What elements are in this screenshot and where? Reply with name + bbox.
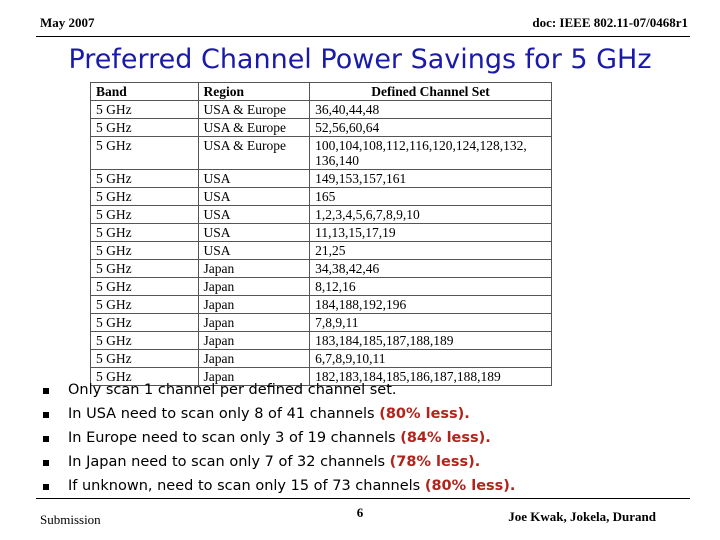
cell-channel-set: 6,7,8,9,10,11: [310, 350, 552, 368]
cell-region: USA: [198, 188, 310, 206]
cell-channel-set: 11,13,15,17,19: [310, 224, 552, 242]
bullet-list: [40, 378, 690, 498]
cell-region: USA & Europe: [198, 137, 310, 170]
cell-band: 5 GHz: [91, 137, 199, 170]
table-row: [91, 332, 552, 350]
bullet-highlight: (80% less).: [379, 406, 470, 422]
cell-band: 5 GHz: [91, 224, 199, 242]
bullet-item: [40, 450, 690, 474]
bullet-item: [40, 402, 690, 426]
bullet-item: [40, 378, 690, 402]
cell-band: 5 GHz: [91, 119, 199, 137]
column-header-channel-set: Defined Channel Set: [310, 83, 552, 101]
cell-channel-set: 36,40,44,48: [310, 101, 552, 119]
table-row: [91, 188, 552, 206]
table-row: [91, 206, 552, 224]
cell-channel-set: 182,183,184,185,186,187,188,189: [310, 368, 552, 386]
bullet-text: In USA need to scan only 8 of 41 channels: [68, 406, 380, 422]
bullet-text: In Japan need to scan only 7 of 32 channels: [68, 454, 390, 470]
cell-channel-set: 8,12,16: [310, 278, 552, 296]
header-date: May 2007: [40, 15, 95, 30]
cell-band: 5 GHz: [91, 206, 199, 224]
page-number: 6: [356, 505, 364, 520]
cell-region: USA & Europe: [198, 119, 310, 137]
square-bullet-icon: [43, 460, 49, 466]
channel-table: [90, 82, 552, 386]
footer-submission: Submission: [40, 512, 101, 527]
cell-band: 5 GHz: [91, 170, 199, 188]
square-bullet-icon: [43, 436, 49, 442]
bullet-item: [40, 474, 690, 498]
cell-region: Japan: [198, 278, 310, 296]
cell-channel-set: 21,25: [310, 242, 552, 260]
cell-region: USA: [198, 206, 310, 224]
cell-channel-set: 7,8,9,11: [310, 314, 552, 332]
cell-channel-set: 52,56,60,64: [310, 119, 552, 137]
footer-authors: Joe Kwak, Jokela, Durand: [508, 509, 656, 524]
table-row: [91, 119, 552, 137]
cell-band: 5 GHz: [91, 296, 199, 314]
slide-title: Preferred Channel Power Savings for 5 GHz: [68, 44, 652, 75]
footer-rule: [36, 498, 690, 499]
table-row: [91, 101, 552, 119]
cell-band: 5 GHz: [91, 101, 199, 119]
bullet-highlight: (84% less).: [400, 430, 491, 446]
cell-region: Japan: [198, 314, 310, 332]
table-header-row: [91, 83, 552, 101]
cell-region: USA: [198, 242, 310, 260]
cell-region: Japan: [198, 260, 310, 278]
cell-band: 5 GHz: [91, 350, 199, 368]
cell-region: USA & Europe: [198, 101, 310, 119]
cell-region: Japan: [198, 350, 310, 368]
cell-band: 5 GHz: [91, 260, 199, 278]
cell-band: 5 GHz: [91, 368, 199, 386]
column-header-band: Band: [91, 83, 199, 101]
table-row: [91, 224, 552, 242]
bullet-text: Only scan 1 channel per defined channel set.: [68, 382, 397, 398]
bullet-highlight: (78% less).: [389, 454, 481, 470]
square-bullet-icon: [43, 412, 49, 418]
cell-band: 5 GHz: [91, 188, 199, 206]
square-bullet-icon: [43, 388, 49, 394]
cell-channel-set: 149,153,157,161: [310, 170, 552, 188]
cell-band: 5 GHz: [91, 278, 199, 296]
table-row: [91, 296, 552, 314]
cell-channel-set: 184,188,192,196: [310, 296, 552, 314]
table-body: [91, 101, 552, 386]
cell-channel-set: 100,104,108,112,116,120,124,128,132, 136,140: [310, 137, 552, 170]
cell-band: 5 GHz: [91, 332, 199, 350]
cell-region: USA: [198, 224, 310, 242]
bullet-text: If unknown, need to scan only 15 of 73 channels: [68, 478, 425, 494]
cell-channel-set: 183,184,185,187,188,189: [310, 332, 552, 350]
header-doc-id: doc: IEEE 802.11-07/0468r1: [532, 15, 688, 30]
cell-region: Japan: [198, 296, 310, 314]
bullet-highlight: (80% less).: [424, 478, 516, 494]
cell-band: 5 GHz: [91, 242, 199, 260]
cell-region: Japan: [198, 368, 310, 386]
square-bullet-icon: [43, 484, 49, 490]
cell-band: 5 GHz: [91, 314, 199, 332]
cell-channel-set: 165: [310, 188, 552, 206]
table-row: [91, 242, 552, 260]
bullet-text: In Europe need to scan only 3 of 19 channels: [68, 430, 401, 446]
header-rule: [36, 36, 690, 37]
table-row: [91, 260, 552, 278]
bullet-item: [40, 426, 690, 450]
cell-region: USA: [198, 170, 310, 188]
table-row: [91, 170, 552, 188]
cell-region: Japan: [198, 332, 310, 350]
cell-channel-set: 34,38,42,46: [310, 260, 552, 278]
table-row: [91, 137, 552, 170]
column-header-region: Region: [198, 83, 310, 101]
table-row: [91, 350, 552, 368]
table-row: [91, 278, 552, 296]
cell-channel-set: 1,2,3,4,5,6,7,8,9,10: [310, 206, 552, 224]
table-row: [91, 314, 552, 332]
